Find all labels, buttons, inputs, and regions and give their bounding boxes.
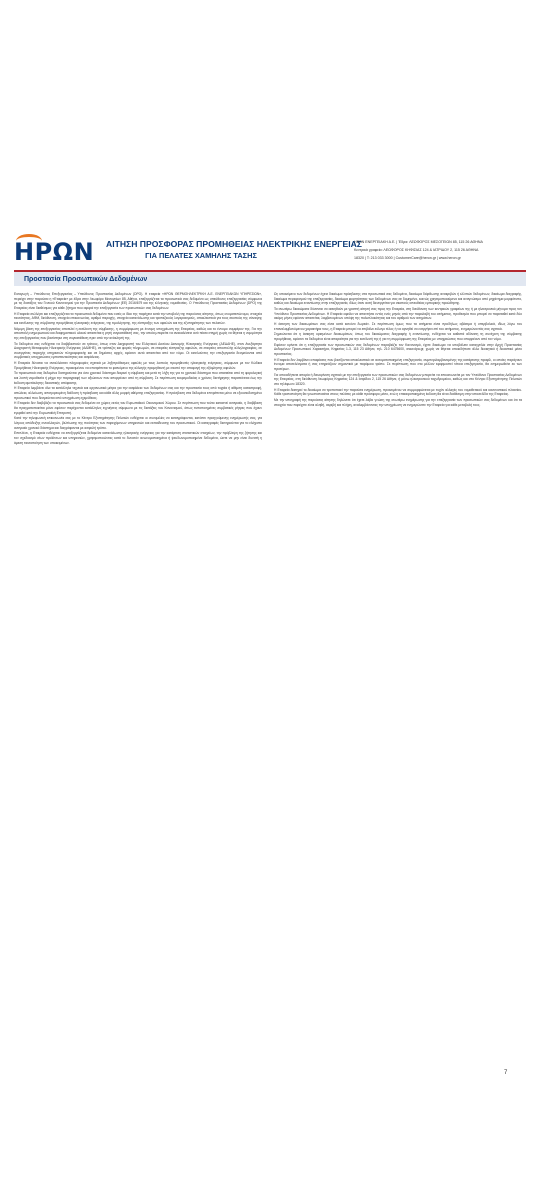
body-paragraph: Με την υπογραφή της παρούσας αίτησης δηλώνετε ότι έχετε λάβει γνώση της ανωτέρω ενημέρωσης για την επεξεργασία των προσωπικών σας δεδομένων και ότι τα στοιχεία που παρέχετε είναι αληθή, ακριβή και πλήρη, αναλαμβάνοντας την υποχρέωση να ενημερώνετε την Εταιρεία για κάθε μεταβολή τους.: [274, 397, 522, 407]
heron-logo: [14, 238, 96, 266]
document-header: [14, 236, 526, 270]
body-paragraph: Σημειώνεται ότι η άσκηση ορισμένων δικαιωμάτων, όπως του δικαιώματος διαγραφής ή εναντίωσης, ενδέχεται να καθιστά αδύνατη τη συνέχιση της σύμβασης προμήθειας, εφόσον τα δεδομένα είναι απαραίτητα για την εκτέλεσή της ή για τη συμμόρφωση της Εταιρείας με υποχρεώσεις που απορρέουν από τον νόμο.: [274, 332, 522, 341]
left-text-column: [14, 292, 262, 1022]
section-header-bar: [14, 270, 526, 286]
body-paragraph: Η άσκηση των δικαιωμάτων σας είναι κατά κανόνα δωρεάν. Σε περίπτωση όμως που τα αιτήματα είναι προδήλως αβάσιμα ή υπερβολικά, ιδίως λόγω του επαναλαμβανόμενου χαρακτήρα τους, η Εταιρεία μπορεί να επιβάλει εύλογο τέλος ή να αρνηθεί να ενεργήσει επί του αιτήματος, ενημερώνοντάς σας σχετικά.: [274, 321, 522, 331]
body-paragraph: Τα προσωπικά σας δεδομένα διατηρούνται για όσο χρονικό διάστημα διαρκεί η σύμβαση και μετά τη λήξη της για το χρονικό διάστημα που απαιτείται από τη φορολογική και λοιπή νομοθεσία ή μέχρι την παραγραφή των αξιώσεων που απορρέουν από τη σύμβαση. Σε περίπτωση εκκρεμοδικίας ο χρόνος διατήρησης παρατείνεται έως την έκδοση αμετάκλητης δικαστικής απόφασης.: [14, 371, 262, 385]
body-paragraph: Εισαγωγή – Υπεύθυνος Επεξεργασίας – Υπεύθυνος Προστασίας Δεδομένων (DPO). Η εταιρεία «ΗΡΩΝ ΘΕΡΜΟΗΛΕΚΤΡΙΚΗ Α.Ε. ΕΝΕΡΓΕΙΑΚΩΝ ΥΠΗΡΕΣΙΩΝ», περιέχει στην παρούσα η «Εταιρεία» με έδρα στην Λεωφόρο Μεσογείων 85, Αθήνα, επεξεργάζεται τα προσωπικά σας δεδομένα ως υπεύθυνος επεξεργασίας σύμφωνα με τις διατάξεις του Γενικού Κανονισμού για την Προστασία Δεδομένων (ΕΕ) 2016/679 και της ελληνικής νομοθεσίας. Ο Υπεύθυνος Προστασίας Δεδομένων (DPO) της Εταιρείας είναι διαθέσιμος για κάθε ζήτημα που αφορά την επεξεργασία των προσωπικών σας δεδομένων.: [14, 292, 262, 310]
body-paragraph: Τα ανωτέρω δικαιώματα δύνανται να ασκηθούν με γραπτή αίτησή σας προς την Εταιρεία, στη διεύθυνση των κεντρικών γραφείων της ή με ηλεκτρονικό μήνυμα προς τον Υπεύθυνο Προστασίας Δεδομένων. Η Εταιρεία οφείλει να απαντήσει εντός ενός μηνός από την παραλαβή του αιτήματος, προθεσμία που μπορεί να παραταθεί κατά δύο ακόμη μήνες εφόσον απαιτείται, λαμβανομένων υπόψη της πολυπλοκότητας και του αριθμού των αιτημάτων.: [274, 306, 522, 321]
body-paragraph: Για οποιαδήποτε απορία ή διευκρίνιση σχετικά με την επεξεργασία των προσωπικών σας δεδομένων μπορείτε να επικοινωνείτε με τον Υπεύθυνο Προστασίας Δεδομένων της Εταιρείας, στη διεύθυνση Λεωφόρος Κηφισίας 124 & Ιατρίδου 2, 115 26 Αθήνα, ή μέσω ηλεκτρονικού ταχυδρομείου, καθώς και στο Κέντρο Εξυπηρέτησης Πελατών στο τηλέφωνο 18320.: [274, 372, 522, 386]
section-title: Προστασία Προσωπικών Δεδομένων: [24, 276, 148, 283]
body-paragraph: Η Εταιρεία δύναται να ανταλλάσσει πληροφορίες σχετικά με ληξιπρόθεσμες οφειλές με τους λοιπούς προμηθευτές ηλεκτρικής ενέργειας, σύμφωνα με τον Κώδικα Προμήθειας Ηλεκτρικής Ενέργειας, προκειμένου να αποτρέπεται το φαινόμενο της αλλαγής προμηθευτή με σκοπό την αποφυγή της εξόφλησης οφειλών.: [14, 361, 262, 370]
document-title: ΑΙΤΗΣΗ ΠΡΟΣΦΟΡΑΣ ΠΡΟΜΗΘΕΙΑΣ ΗΛΕΚΤΡΙΚΗΣ ΕΝΕΡΓΕΙΑΣ: [106, 239, 362, 249]
company-offices: Κεντρικά γραφεία: ΛΕΩΦΟΡΟΣ ΚΗΦΙΣΙΑΣ 124 & ΙΑΤΡΙΔΟΥ 2, 115 26 ΑΘΗΝΑ: [354, 248, 479, 252]
body-paragraph: Η Εταιρεία συλλέγει και επεξεργάζεται τα προσωπικά δεδομένα που εσείς οι ίδιοι της παρέχετε κατά την υποβολή της παρούσας αίτησης, όπως ονοματεπώνυμο, στοιχεία ταυτότητας, ΑΦΜ, διεύθυνση, στοιχεία επικοινωνίας, αριθμό παροχής, στοιχεία κατανάλωσης και τραπεζικούς λογαριασμούς, αποκλειστικά για τους σκοπούς της σύναψης και εκτέλεσης της σύμβασης προμήθειας ηλεκτρικής ενέργειας, της τιμολόγησης, της είσπραξης των οφειλών και της εξυπηρέτησης των πελατών.: [14, 311, 262, 325]
body-paragraph: Εφόσον κρίνετε ότι η επεξεργασία των προσωπικών σας δεδομένων παραβιάζει τον Κανονισμό, έχετε δικαίωμα να υποβάλετε καταγγελία στην Αρχή Προστασίας Δεδομένων Προσωπικού Χαρακτήρα, Κηφισίας 1-3, 115 23 Αθήνα, τηλ. 210 6475600, www.dpa.gr, χωρίς να θίγεται οποιοδήποτε άλλο διοικητικό ή δικαστικό μέσο προστασίας.: [274, 342, 522, 356]
document-title-block: [106, 238, 362, 261]
page-number: 7: [504, 1070, 508, 1076]
right-text-column: [274, 292, 522, 1022]
company-contact: 18320 | T: 213 033 3000 | CustomerCare@heron.gr | www.heron.gr: [354, 256, 461, 260]
company-address: ΗΡΩΝ ΕΝΕΡΓΕΙΑΚΗ Α.Ε. | Έδρα: ΛΕΩΦΟΡΟΣ ΜΕΣΟΓΕΙΩΝ 85, 115 26 ΑΘΗΝΑ: [354, 240, 483, 244]
body-paragraph: Νόμιμη βάση της επεξεργασίας αποτελεί η εκτέλεση της σύμβασης, η συμμόρφωση με έννομη υποχρέωση της Εταιρείας, καθώς και το έννομο συμφέρον της. Για την αποστολή ενημερωτικού και διαφημιστικού υλικού απαιτείται η ρητή συγκατάθεσή σας, την οποία μπορείτε να ανακαλέσετε ανά πάσα στιγμή χωρίς να θίγεται η νομιμότητα της επεξεργασίας που βασίστηκε στη συγκατάθεση πριν από την ανάκλησή της.: [14, 326, 262, 340]
body-paragraph: Ως υποκείμενο των δεδομένων έχετε δικαίωμα πρόσβασης στα προσωπικά σας δεδομένα, δικαίωμα διόρθωσης ανακριβών ή ελλιπών δεδομένων, δικαίωμα διαγραφής, δικαίωμα περιορισμού της επεξεργασίας, δικαίωμα φορητότητας των δεδομένων σας σε δομημένο, κοινώς χρησιμοποιούμενο και αναγνώσιμο από μηχάνημα μορφότυπο, καθώς και δικαίωμα εναντίωσης στην επεξεργασία, ιδίως όταν αυτή διενεργείται για σκοπούς απευθείας εμπορικής προώθησης.: [274, 292, 522, 306]
body-paragraph: Η Εταιρεία δεν διαβιβάζει τα προσωπικά σας δεδομένα σε χώρες εκτός του Ευρωπαϊκού Οικονομικού Χώρου. Σε περίπτωση που τούτο καταστεί αναγκαίο, η διαβίβαση θα πραγματοποιείται μόνο εφόσον παρέχονται κατάλληλες εγγυήσεις σύμφωνα με τις διατάξεις του Κανονισμού, όπως τυποποιημένες συμβατικές ρήτρες που έχουν εγκριθεί από την Ευρωπαϊκή Επιτροπή.: [14, 401, 262, 415]
company-info: [354, 238, 526, 262]
body-paragraph: Η Εταιρεία λαμβάνει όλα τα κατάλληλα τεχνικά και οργανωτικά μέτρα για την ασφάλεια των δεδομένων σας και την προστασία τους από τυχαία ή αθέμιτη καταστροφή, απώλεια, αλλοίωση, απαγορευμένη διάδοση ή πρόσβαση και κάθε άλλη μορφή αθέμιτης επεξεργασίας. Η πρόσβαση στα δεδομένα επιτρέπεται μόνο σε εξουσιοδοτημένο προσωπικό που δεσμεύεται από υποχρέωση εχεμύθειας.: [14, 386, 262, 400]
body-paragraph: Κατά την τηλεφωνική επικοινωνία σας με το Κέντρο Εξυπηρέτησης Πελατών ενδέχεται οι συνομιλίες να καταγράφονται, κατόπιν προηγούμενης ενημέρωσής σας, για λόγους απόδειξης συναλλαγών, βελτίωσης της ποιότητας των παρεχόμενων υπηρεσιών και εκπαίδευσης του προσωπικού. Οι καταγραφές διατηρούνται για το ελάχιστο αναγκαίο χρονικό διάστημα και διαγράφονται με ασφαλή τρόπο.: [14, 416, 262, 430]
body-paragraph: Επιπλέον, η Εταιρεία ενδέχεται να επεξεργάζεται δεδομένα κατανάλωσης ηλεκτρικής ενέργειας για την κατάρτιση στατιστικών στοιχείων, την πρόβλεψη της ζήτησης και τον σχεδιασμό νέων προϊόντων και υπηρεσιών, χρησιμοποιώντας κατά το δυνατόν ανωνυμοποιημένα ή ψευδωνυμοποιημένα δεδομένα, ώστε να μην είναι δυνατή η άμεση ταυτοποίηση των υποκειμένων.: [14, 431, 262, 445]
body-paragraph: Η Εταιρεία διατηρεί το δικαίωμα να τροποποιεί την παρούσα ενημέρωση, προκειμένου να συμμορφώνεται με τυχόν αλλαγές του νομοθετικού και κανονιστικού πλαισίου. Κάθε τροποποίηση θα γνωστοποιείται στους πελάτες με κάθε πρόσφορο μέσο, ενώ η επικαιροποιημένη έκδοση θα είναι διαθέσιμη στην ιστοσελίδα της Εταιρείας.: [274, 387, 522, 397]
document-subtitle: ΓΙΑ ΠΕΛΑΤΕΣ ΧΑΜΗΛΗΣ ΤΑΣΗΣ: [145, 251, 257, 260]
body-paragraph: Τα δεδομένα σας ενδέχεται να διαβιβαστούν σε τρίτους, όπως στον Διαχειριστή του Ελληνικού Δικτύου Διανομής Ηλεκτρικής Ενέργειας (ΔΕΔΔΗΕ), στον Ανεξάρτητο Διαχειριστή Μεταφοράς Ηλεκτρικής Ενέργειας (ΑΔΜΗΕ), σε τράπεζες και φορείς πληρωμών, σε εταιρείες είσπραξης οφειλών, σε εταιρείες αποστολής αλληλογραφίας, σε συνεργάτες παροχής υπηρεσιών πληροφορικής και σε δημόσιες αρχές, εφόσον αυτό απαιτείται από τον νόμο. Οι εκτελούντες την επεξεργασία δεσμεύονται από συμβατικές υποχρεώσεις εμπιστευτικότητας και ασφάλειας.: [14, 341, 262, 360]
logo-text: ΗΡΩΝ: [14, 238, 95, 266]
body-paragraph: Η Εταιρεία δεν λαμβάνει αποφάσεις που βασίζονται αποκλειστικά σε αυτοματοποιημένη επεξεργασία, συμπεριλαμβανομένης της κατάρτισης προφίλ, οι οποίες παράγουν έννομα αποτελέσματα ή σας επηρεάζουν σημαντικά με παρόμοιο τρόπο. Σε περίπτωση που στο μέλλον εφαρμοστεί τέτοια επεξεργασία, θα ενημερωθείτε εκ των προτέρων.: [274, 357, 522, 371]
